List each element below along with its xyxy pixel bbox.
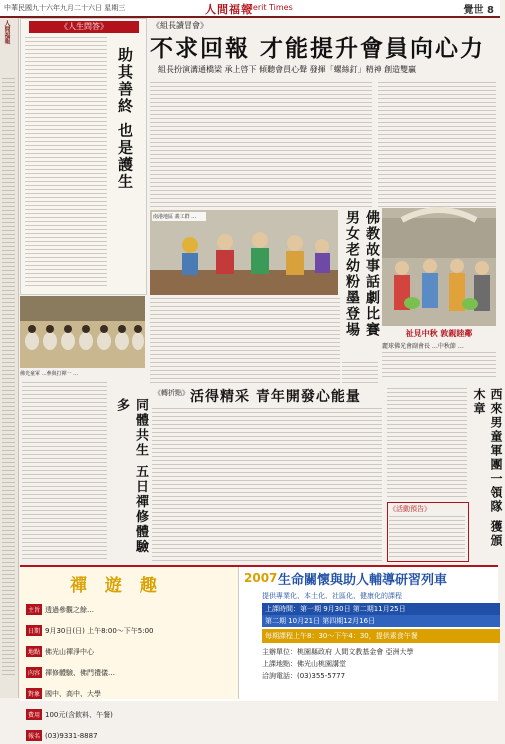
lower-left-article [20,380,148,563]
zen-tour-row-chip: 內容 [26,667,42,678]
zen-tour-row [26,681,236,700]
main-subheadline: 組長扮演溝通橋梁 承上啓下 傾聽會員心聲 發揮「螺絲釘」精神 創造雙贏 [158,65,417,74]
rail-text-block [2,78,15,678]
midautumn-caption-block [382,328,496,380]
zen-tour-row [26,597,236,616]
zen-tour-row-chip: 費用 [26,709,42,720]
zen-tour-row-text: 透過參觀之餘… [45,606,95,614]
main-tag: 《組長讀冒會》 [152,21,208,30]
main-article-body [150,82,372,207]
lower-right-body [387,388,467,498]
story2-body [150,298,340,383]
lower-left-body [22,382,107,562]
newspaper-subtitle: Merit Times [246,3,293,12]
activity-body [389,516,465,560]
zen-tour-row-text: 100元(含飲料、午餐) [45,711,113,719]
life-care-phone: 洽詢電話：(03)355-5777 [262,672,346,680]
zen-tour-row [26,723,236,742]
zen-tour-row-text: 禪修體驗、佛門禮儀… [45,669,116,677]
zen-tour-row-chip: 對象 [26,688,42,699]
life-care-org-1: 主辦單位：桃園縣政府 人間文教基金會 亞洲大學 [262,648,414,656]
masthead [0,0,500,18]
zen-tour-row-chip: 日期 [26,625,42,636]
drama-photo-image [150,210,338,295]
meditation-photo-caption: 佛光童軍 …參與打禪一 … [20,371,79,377]
midautumn-caption-tag: 祉見中秋 敦親睦鄰 [405,329,473,338]
newspaper-logo: 人間福報 [205,3,253,16]
main-headline: 不求回報 才能提升會員向心力 [150,35,486,62]
main-headline-area [150,20,495,80]
lower-left-headline: 同體共生 五日禪修體驗多 [114,398,148,555]
lower-right-article [387,386,503,563]
zen-tour-row [26,639,236,658]
midautumn-photo [382,208,496,326]
page-number: 覺世 8 [463,5,494,16]
midautumn-caption-body [382,352,496,380]
life-care-session-1: 上課時間：第一期 9月30日 第二期11月25日 [262,603,500,615]
left-article [20,18,147,295]
midautumn-caption-text: 麗球佛光會副會長 …中秋節 … [382,343,464,350]
left-article-body [25,37,107,289]
meditation-photo-image [20,296,145,368]
lower-center-article [150,386,385,563]
lower-right-headline: 西來男童軍團一領隊 獲頒木章 [472,388,503,549]
left-article-headline: 助其善終 也是護生 [116,47,134,191]
life-care-title: 生命關懷與助人輔導研習列車 [278,573,448,588]
zen-tour-ad[interactable] [20,567,239,740]
zen-tour-row-text: 國中、高中、大學 [45,690,102,698]
zen-tour-row-chip: 主旨 [26,604,42,615]
life-care-subtitle: 提供專業化、本土化、社區化、健康化的課程 [262,592,402,600]
activity-box [387,502,469,562]
issue-date: 中華民國九十六年九月二十六日 星期三 [4,4,126,12]
zen-tour-row-text: 9月30日(日) 上午8:00～下午5:00 [45,627,154,635]
zen-tour-row-chip: 報名 [26,730,42,741]
bottom-ad-strip [20,565,498,740]
zen-tour-row [26,702,236,721]
zen-tour-title: 禪 遊 趣 [70,576,163,596]
zen-tour-row [26,618,236,637]
life-care-session-2: 第二期 10月21日 第四期12月16日 [262,615,500,627]
story2-body-2 [342,362,378,383]
zen-tour-row-text: 佛光山禪淨中心 [45,648,95,656]
zen-tour-row [26,660,236,679]
drama-photo-caption: 南港地區 義工群 … [152,212,206,221]
lower-center-tag: 《轉折點》 [154,389,189,397]
lower-center-body [152,408,382,561]
life-care-year: 2007 [244,571,278,585]
life-care-bar: 每期課程上午8：30～下午4：30，提供素食午餐 [262,629,500,643]
story2-headline: 佛教故事話劇比賽 男女老幼粉墨登場 [344,210,380,338]
zen-tour-row-chip: 地點 [26,646,42,657]
main-article-body-2 [378,82,496,207]
rail-label: 人間福報 [3,20,10,44]
lower-center-headline: 活得精采 青年開發心能量 [190,389,361,405]
left-article-tag: 《人生問答》 [29,21,139,33]
drama-photo [150,210,338,295]
left-rail [0,18,19,698]
life-care-org-2: 上課地點：佛光山桃園講堂 [262,660,346,668]
zen-tour-rows [26,597,236,744]
midautumn-photo-image [382,208,496,326]
zen-tour-row-text: (03)9331-8887 [45,732,98,740]
activity-tag: 《活動預告》 [389,505,431,513]
meditation-photo [20,296,145,368]
life-care-ad[interactable] [242,567,498,699]
